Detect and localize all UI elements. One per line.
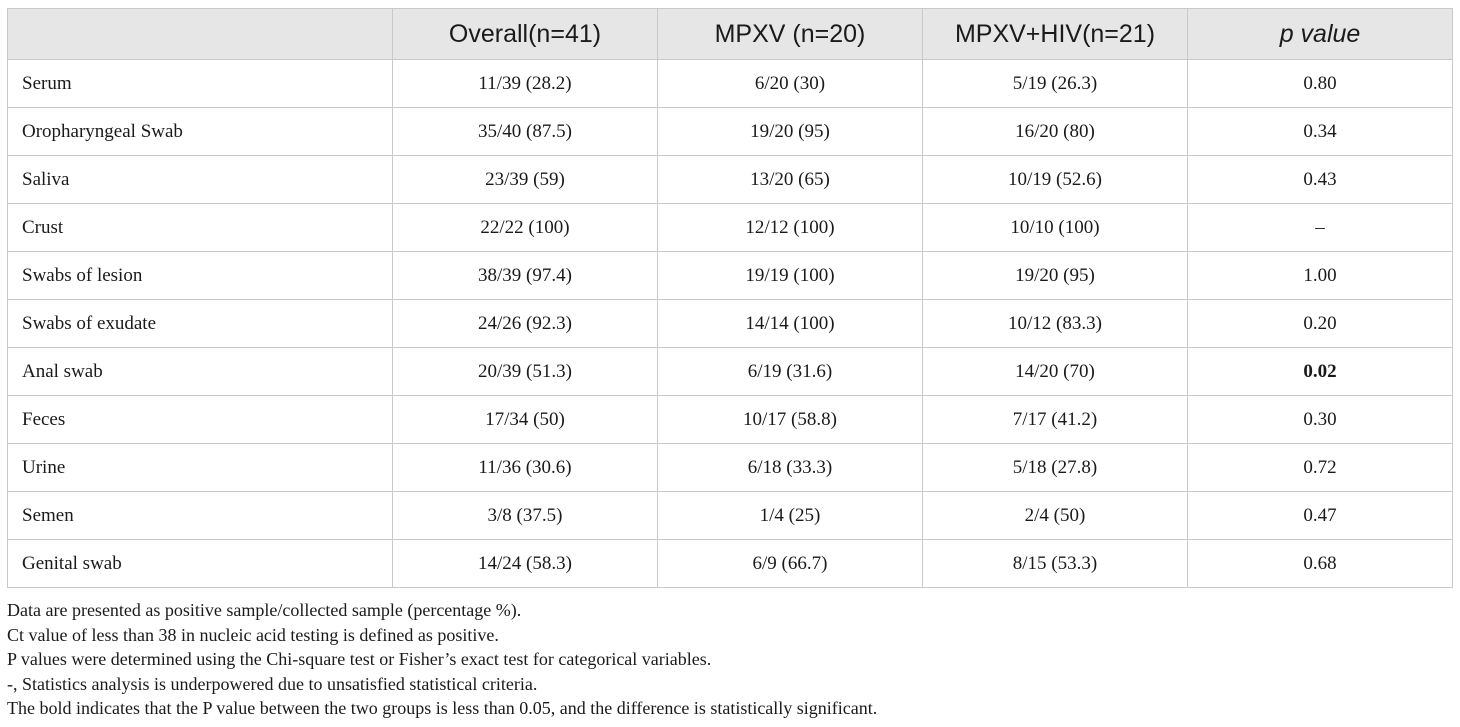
table-row	[8, 156, 1453, 204]
cell-overall: 14/24 (58.3)	[393, 540, 658, 588]
cell-overall: 38/39 (97.4)	[393, 252, 658, 300]
cell-sample-type: Oropharyngeal Swab	[8, 108, 393, 156]
cell-mpxv: 6/20 (30)	[658, 60, 923, 108]
cell-sample-type: Feces	[8, 396, 393, 444]
cell-p-value: 0.47	[1188, 492, 1453, 540]
cell-mpxv-hiv: 2/4 (50)	[923, 492, 1188, 540]
cell-mpxv: 19/20 (95)	[658, 108, 923, 156]
footnote-line: Data are presented as positive sample/collected sample (percentage %).	[7, 600, 522, 620]
cell-p-value: 0.72	[1188, 444, 1453, 492]
cell-sample-type: Saliva	[8, 156, 393, 204]
footnote-line: -, Statistics analysis is underpowered due to unsatisfied statistical criteria.	[7, 673, 538, 694]
cell-mpxv-hiv: 14/20 (70)	[923, 348, 1188, 396]
footnote-line: P values were determined using the Chi-square test or Fisher’s exact test for categorical variables.	[7, 649, 712, 670]
cell-p-value: 0.02	[1188, 348, 1453, 396]
cell-mpxv: 6/9 (66.7)	[658, 540, 923, 588]
cell-mpxv-hiv: 10/19 (52.6)	[923, 156, 1188, 204]
header-overall: Overall(n=41)	[393, 9, 658, 60]
table-row	[8, 60, 1453, 108]
table-body	[8, 60, 1453, 588]
cell-sample-type: Swabs of lesion	[8, 252, 393, 300]
table-row	[8, 108, 1453, 156]
cell-overall: 22/22 (100)	[393, 204, 658, 252]
cell-mpxv-hiv: 8/15 (53.3)	[923, 540, 1188, 588]
header-mpxv-hiv: MPXV+HIV(n=21)	[923, 9, 1188, 60]
cell-sample-type: Serum	[8, 60, 393, 108]
table-row	[8, 348, 1453, 396]
cell-overall: 23/39 (59)	[393, 156, 658, 204]
cell-mpxv-hiv: 16/20 (80)	[923, 108, 1188, 156]
cell-overall: 17/34 (50)	[393, 396, 658, 444]
cell-overall: 11/36 (30.6)	[393, 444, 658, 492]
cell-p-value: 0.30	[1188, 396, 1453, 444]
cell-mpxv-hiv: 19/20 (95)	[923, 252, 1188, 300]
cell-mpxv: 19/19 (100)	[658, 252, 923, 300]
table-row	[8, 540, 1453, 588]
cell-sample-type: Genital swab	[8, 540, 393, 588]
footnote-line: The bold indicates that the P value between the two groups is less than 0.05, and the difference is statistically significant.	[7, 698, 878, 719]
cell-p-value: 1.00	[1188, 252, 1453, 300]
cell-mpxv-hiv: 5/19 (26.3)	[923, 60, 1188, 108]
cell-overall: 11/39 (28.2)	[393, 60, 658, 108]
header-row	[8, 9, 1453, 60]
table-row	[8, 204, 1453, 252]
cell-sample-type: Anal swab	[8, 348, 393, 396]
results-table-container	[7, 8, 1452, 588]
cell-mpxv: 6/18 (33.3)	[658, 444, 923, 492]
cell-p-value: 0.43	[1188, 156, 1453, 204]
table-row	[8, 252, 1453, 300]
cell-sample-type: Crust	[8, 204, 393, 252]
cell-p-value: 0.68	[1188, 540, 1453, 588]
cell-p-value: 0.20	[1188, 300, 1453, 348]
cell-p-value: 0.80	[1188, 60, 1453, 108]
cell-sample-type: Urine	[8, 444, 393, 492]
header-p-value: p value	[1188, 9, 1453, 60]
table-row	[8, 396, 1453, 444]
cell-mpxv: 10/17 (58.8)	[658, 396, 923, 444]
cell-mpxv: 13/20 (65)	[658, 156, 923, 204]
table-row	[8, 300, 1453, 348]
results-table	[7, 8, 1453, 588]
table-footnotes	[7, 598, 1452, 721]
cell-sample-type: Semen	[8, 492, 393, 540]
cell-p-value: –	[1188, 204, 1453, 252]
cell-mpxv: 1/4 (25)	[658, 492, 923, 540]
cell-mpxv: 6/19 (31.6)	[658, 348, 923, 396]
cell-mpxv-hiv: 5/18 (27.8)	[923, 444, 1188, 492]
cell-mpxv: 14/14 (100)	[658, 300, 923, 348]
header-sample-type	[8, 9, 393, 60]
cell-overall: 24/26 (92.3)	[393, 300, 658, 348]
cell-mpxv-hiv: 10/12 (83.3)	[923, 300, 1188, 348]
cell-sample-type: Swabs of exudate	[8, 300, 393, 348]
table-row	[8, 444, 1453, 492]
cell-mpxv-hiv: 7/17 (41.2)	[923, 396, 1188, 444]
cell-overall: 35/40 (87.5)	[393, 108, 658, 156]
cell-mpxv: 12/12 (100)	[658, 204, 923, 252]
cell-overall: 3/8 (37.5)	[393, 492, 658, 540]
cell-mpxv-hiv: 10/10 (100)	[923, 204, 1188, 252]
table-row	[8, 492, 1453, 540]
cell-overall: 20/39 (51.3)	[393, 348, 658, 396]
footnote-line: Ct value of less than 38 in nucleic acid testing is defined as positive.	[7, 624, 499, 645]
cell-p-value: 0.34	[1188, 108, 1453, 156]
header-mpxv: MPXV (n=20)	[658, 9, 923, 60]
